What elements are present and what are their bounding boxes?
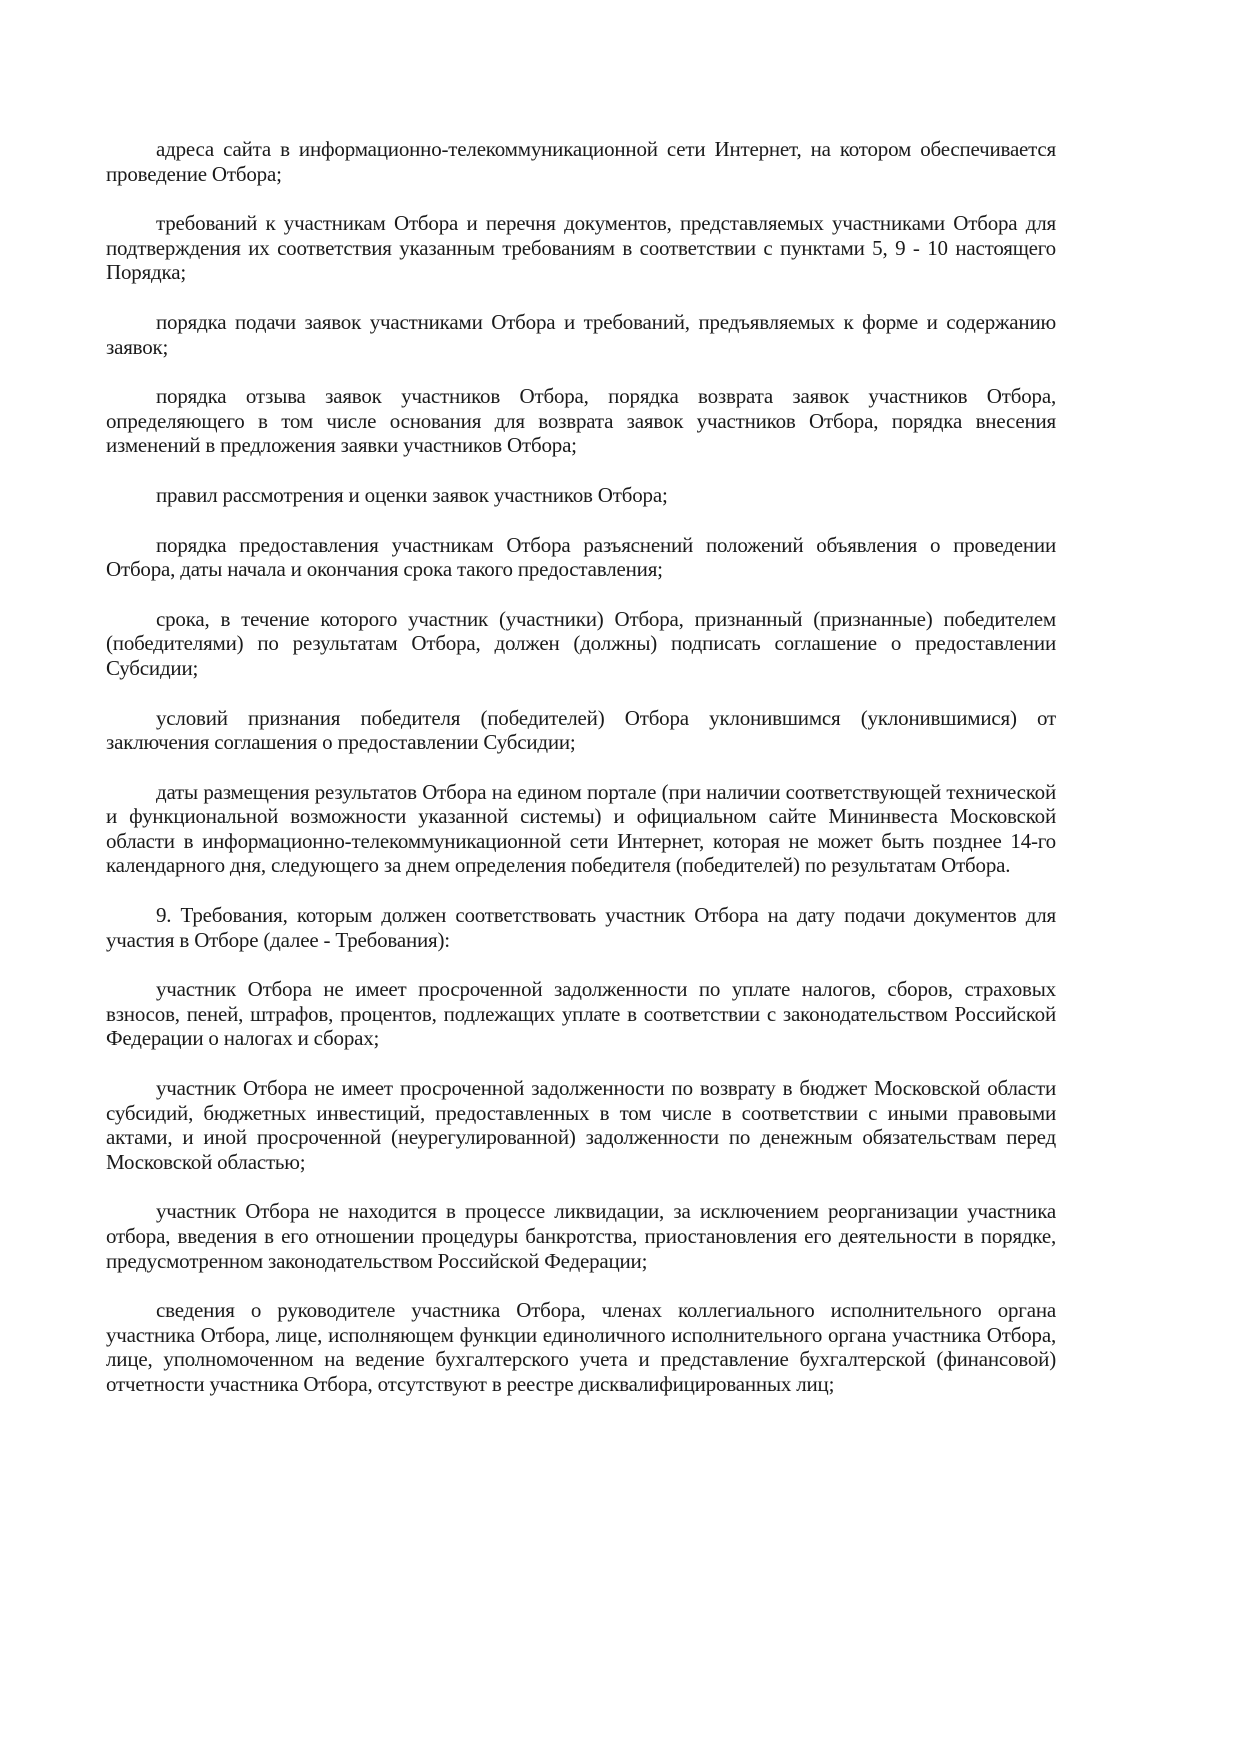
paragraph-evasion-conditions: условий признания победителя (победителей) Отбора уклонившимся (уклонившимися) от заключения соглашения о предоставлении Субсидии; xyxy=(106,705,1056,755)
paragraph-no-budget-debt: участник Отбора не имеет просроченной задолженности по возврату в бюджет Московской области субсидий, бюджетных инвестиций, предоставленных в том числе в соответствии с иными правовыми актами, и иной просроченной (неурегулированной) задолженности по денежным обязательствам перед Московской областью; xyxy=(106,1076,1056,1174)
paragraph-participant-requirements: требований к участникам Отбора и перечня документов, представляемых участниками Отбора для подтверждения их соответствия указанным требованиям в соответствии с пунктами 5, 9 - 10 настоящего Порядка; xyxy=(106,211,1056,285)
paragraph-signing-deadline: срока, в течение которого участник (участники) Отбора, признанный (признанные) победителем (победителями) по результатам Отбора, должен (должны) подписать соглашение о предоставлении Субсидии; xyxy=(106,606,1056,680)
paragraph-disqualified-registry: сведения о руководителе участника Отбора, членах коллегиального исполнительного органа участника Отбора, лице, исполняющем функции единоличного исполнительного органа участника Отбора, лице, уполномоченном на ведение бухгалтерского учета и представление бухгалтерской (финансовой) отчетности участника Отбора, отсутствуют в реестре дисквалифицированных лиц; xyxy=(106,1298,1056,1396)
document-page xyxy=(106,137,1056,1422)
paragraph-clarifications: порядка предоставления участникам Отбора разъяснений положений объявления о проведении Отбора, даты начала и окончания срока такого предоставления; xyxy=(106,532,1056,582)
paragraph-application-withdrawal: порядка отзыва заявок участников Отбора, порядка возврата заявок участников Отбора, определяющего в том числе основания для возврата заявок участников Отбора, порядка внесения изменений в предложения заявки участников Отбора; xyxy=(106,384,1056,458)
paragraph-review-rules: правил рассмотрения и оценки заявок участников Отбора; xyxy=(156,482,668,507)
paragraph-application-procedure: порядка подачи заявок участниками Отбора и требований, предъявляемых к форме и содержанию заявок; xyxy=(106,309,1056,359)
paragraph-not-in-liquidation: участник Отбора не находится в процессе ликвидации, за исключением реорганизации участника отбора, введения в его отношении процедуры банкротства, приостановления его деятельности в порядке, предусмотренном законодательством Российской Федерации; xyxy=(106,1199,1056,1273)
paragraph-results-publication: даты размещения результатов Отбора на едином портале (при наличии соответствующей технической и функциональной возможности указанной системы) и официальном сайте Мининвеста Московской области в информационно-телекоммуникационной сети Интернет, которая не может быть позднее 14-го календарного дня, следующего за днем определения победителя (победителей) по результатам Отбора. xyxy=(106,779,1056,878)
paragraph-section-9: 9. Требования, которым должен соответствовать участник Отбора на дату подачи документов для участия в Отборе (далее - Требования): xyxy=(106,903,1056,952)
paragraph-site-address: адреса сайта в информационно-телекоммуникационной сети Интернет, на котором обеспечивается проведение Отбора; xyxy=(106,137,1056,186)
paragraph-no-tax-debt: участник Отбора не имеет просроченной задолженности по уплате налогов, сборов, страховых взносов, пеней, штрафов, процентов, подлежащих уплате в соответствии с законодательством Российской Федерации о налогах и сборах; xyxy=(106,977,1056,1051)
